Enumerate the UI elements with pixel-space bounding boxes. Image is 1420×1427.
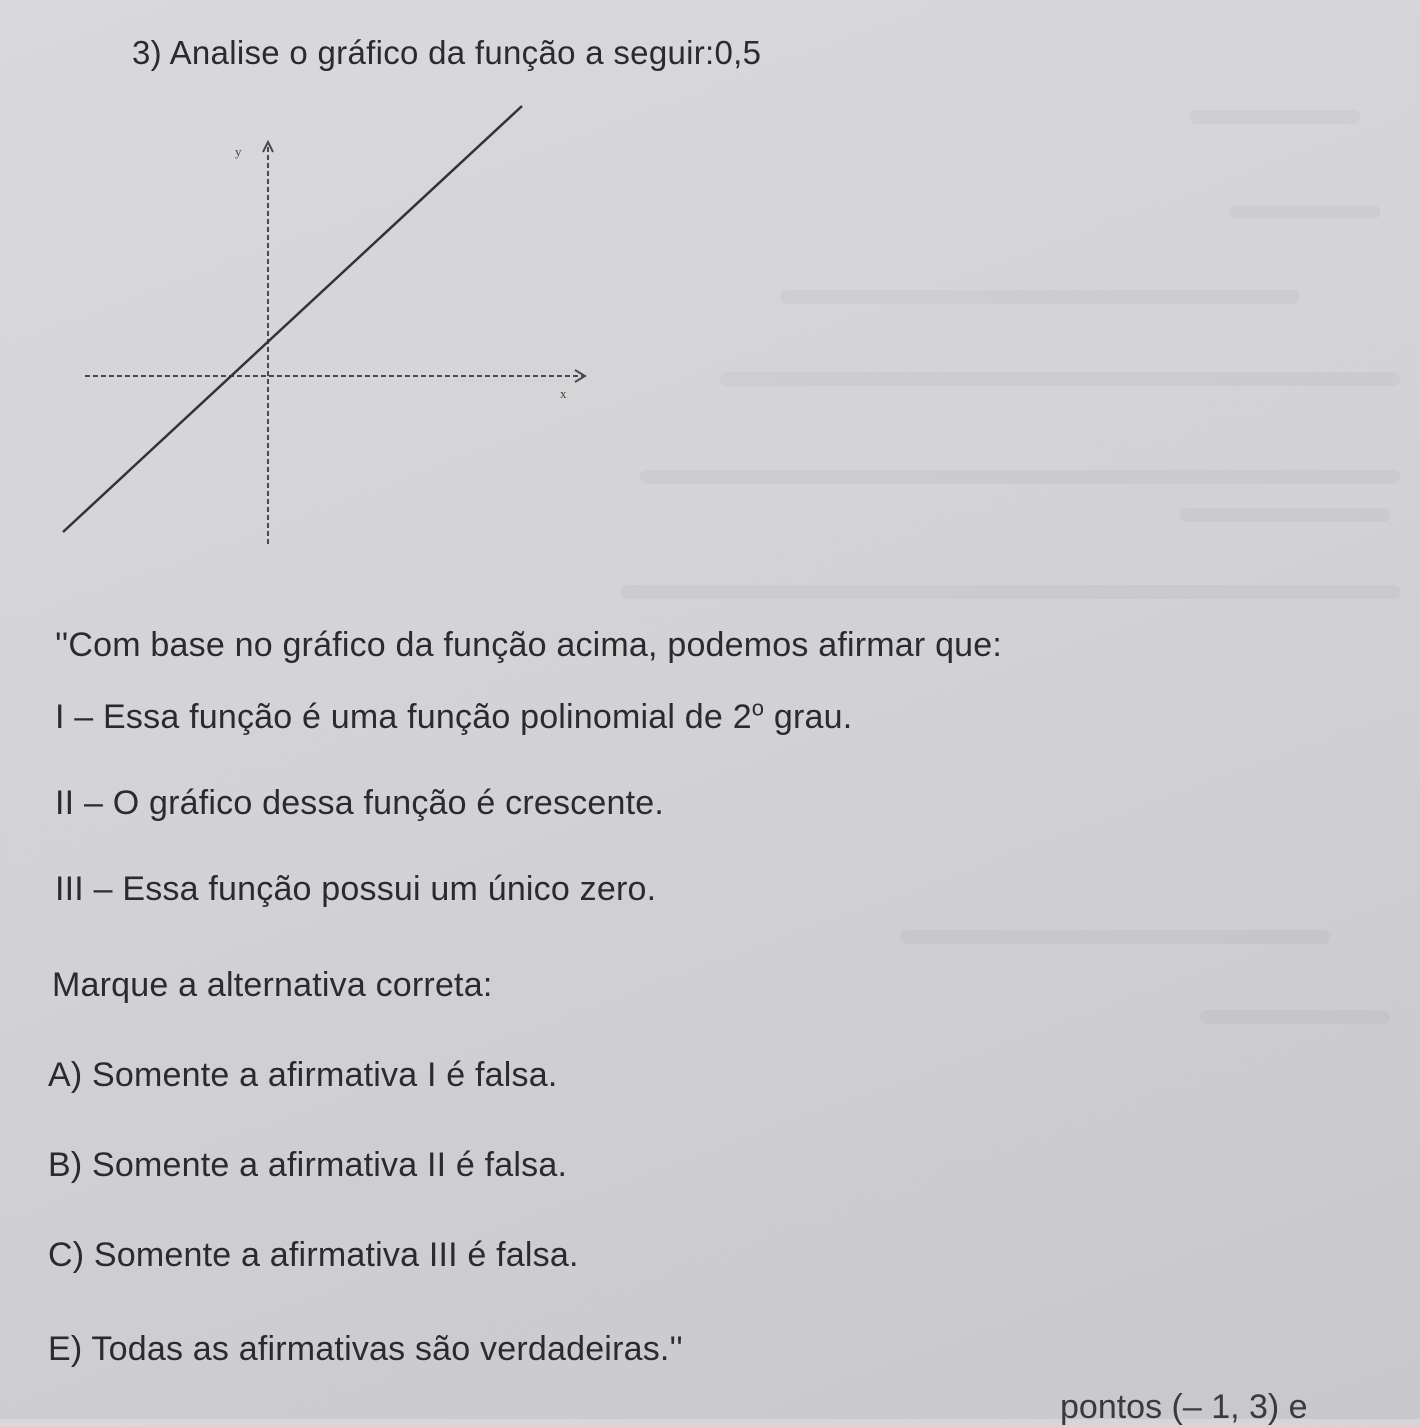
option-b[interactable]: B) Somente a afirmativa II é falsa. bbox=[48, 1146, 568, 1184]
instruction-text: Marque a alternativa correta: bbox=[52, 966, 493, 1004]
statement-1-after: grau. bbox=[764, 698, 853, 736]
question-title: 3) Analise o gráfico da função a seguir:0,5 bbox=[132, 34, 762, 71]
statement-1-degree: 2 bbox=[732, 698, 752, 736]
statement-1-degree-sup: o bbox=[751, 695, 765, 721]
function-line bbox=[63, 106, 522, 532]
function-graph bbox=[55, 100, 595, 550]
y-axis-label: y bbox=[235, 144, 242, 159]
option-e[interactable]: E) Todas as afirmativas são verdadeiras.'' bbox=[48, 1330, 683, 1368]
option-c[interactable]: C) Somente a afirmativa III é falsa. bbox=[48, 1236, 579, 1274]
prompt-text: ''Com base no gráfico da função acima, podemos afirmar que: bbox=[55, 626, 1003, 664]
cut-off-next-question: pontos (– 1, 3) e bbox=[1060, 1388, 1308, 1426]
statement-2: II – O gráfico dessa função é crescente. bbox=[55, 784, 664, 822]
statement-3: III – Essa função possui um único zero. bbox=[55, 870, 657, 908]
x-axis-label: x bbox=[560, 386, 567, 401]
statement-1-before: I – Essa função é uma função polinomial de bbox=[55, 698, 733, 736]
statement-1 bbox=[55, 695, 853, 737]
option-a[interactable]: A) Somente a afirmativa I é falsa. bbox=[48, 1056, 558, 1094]
